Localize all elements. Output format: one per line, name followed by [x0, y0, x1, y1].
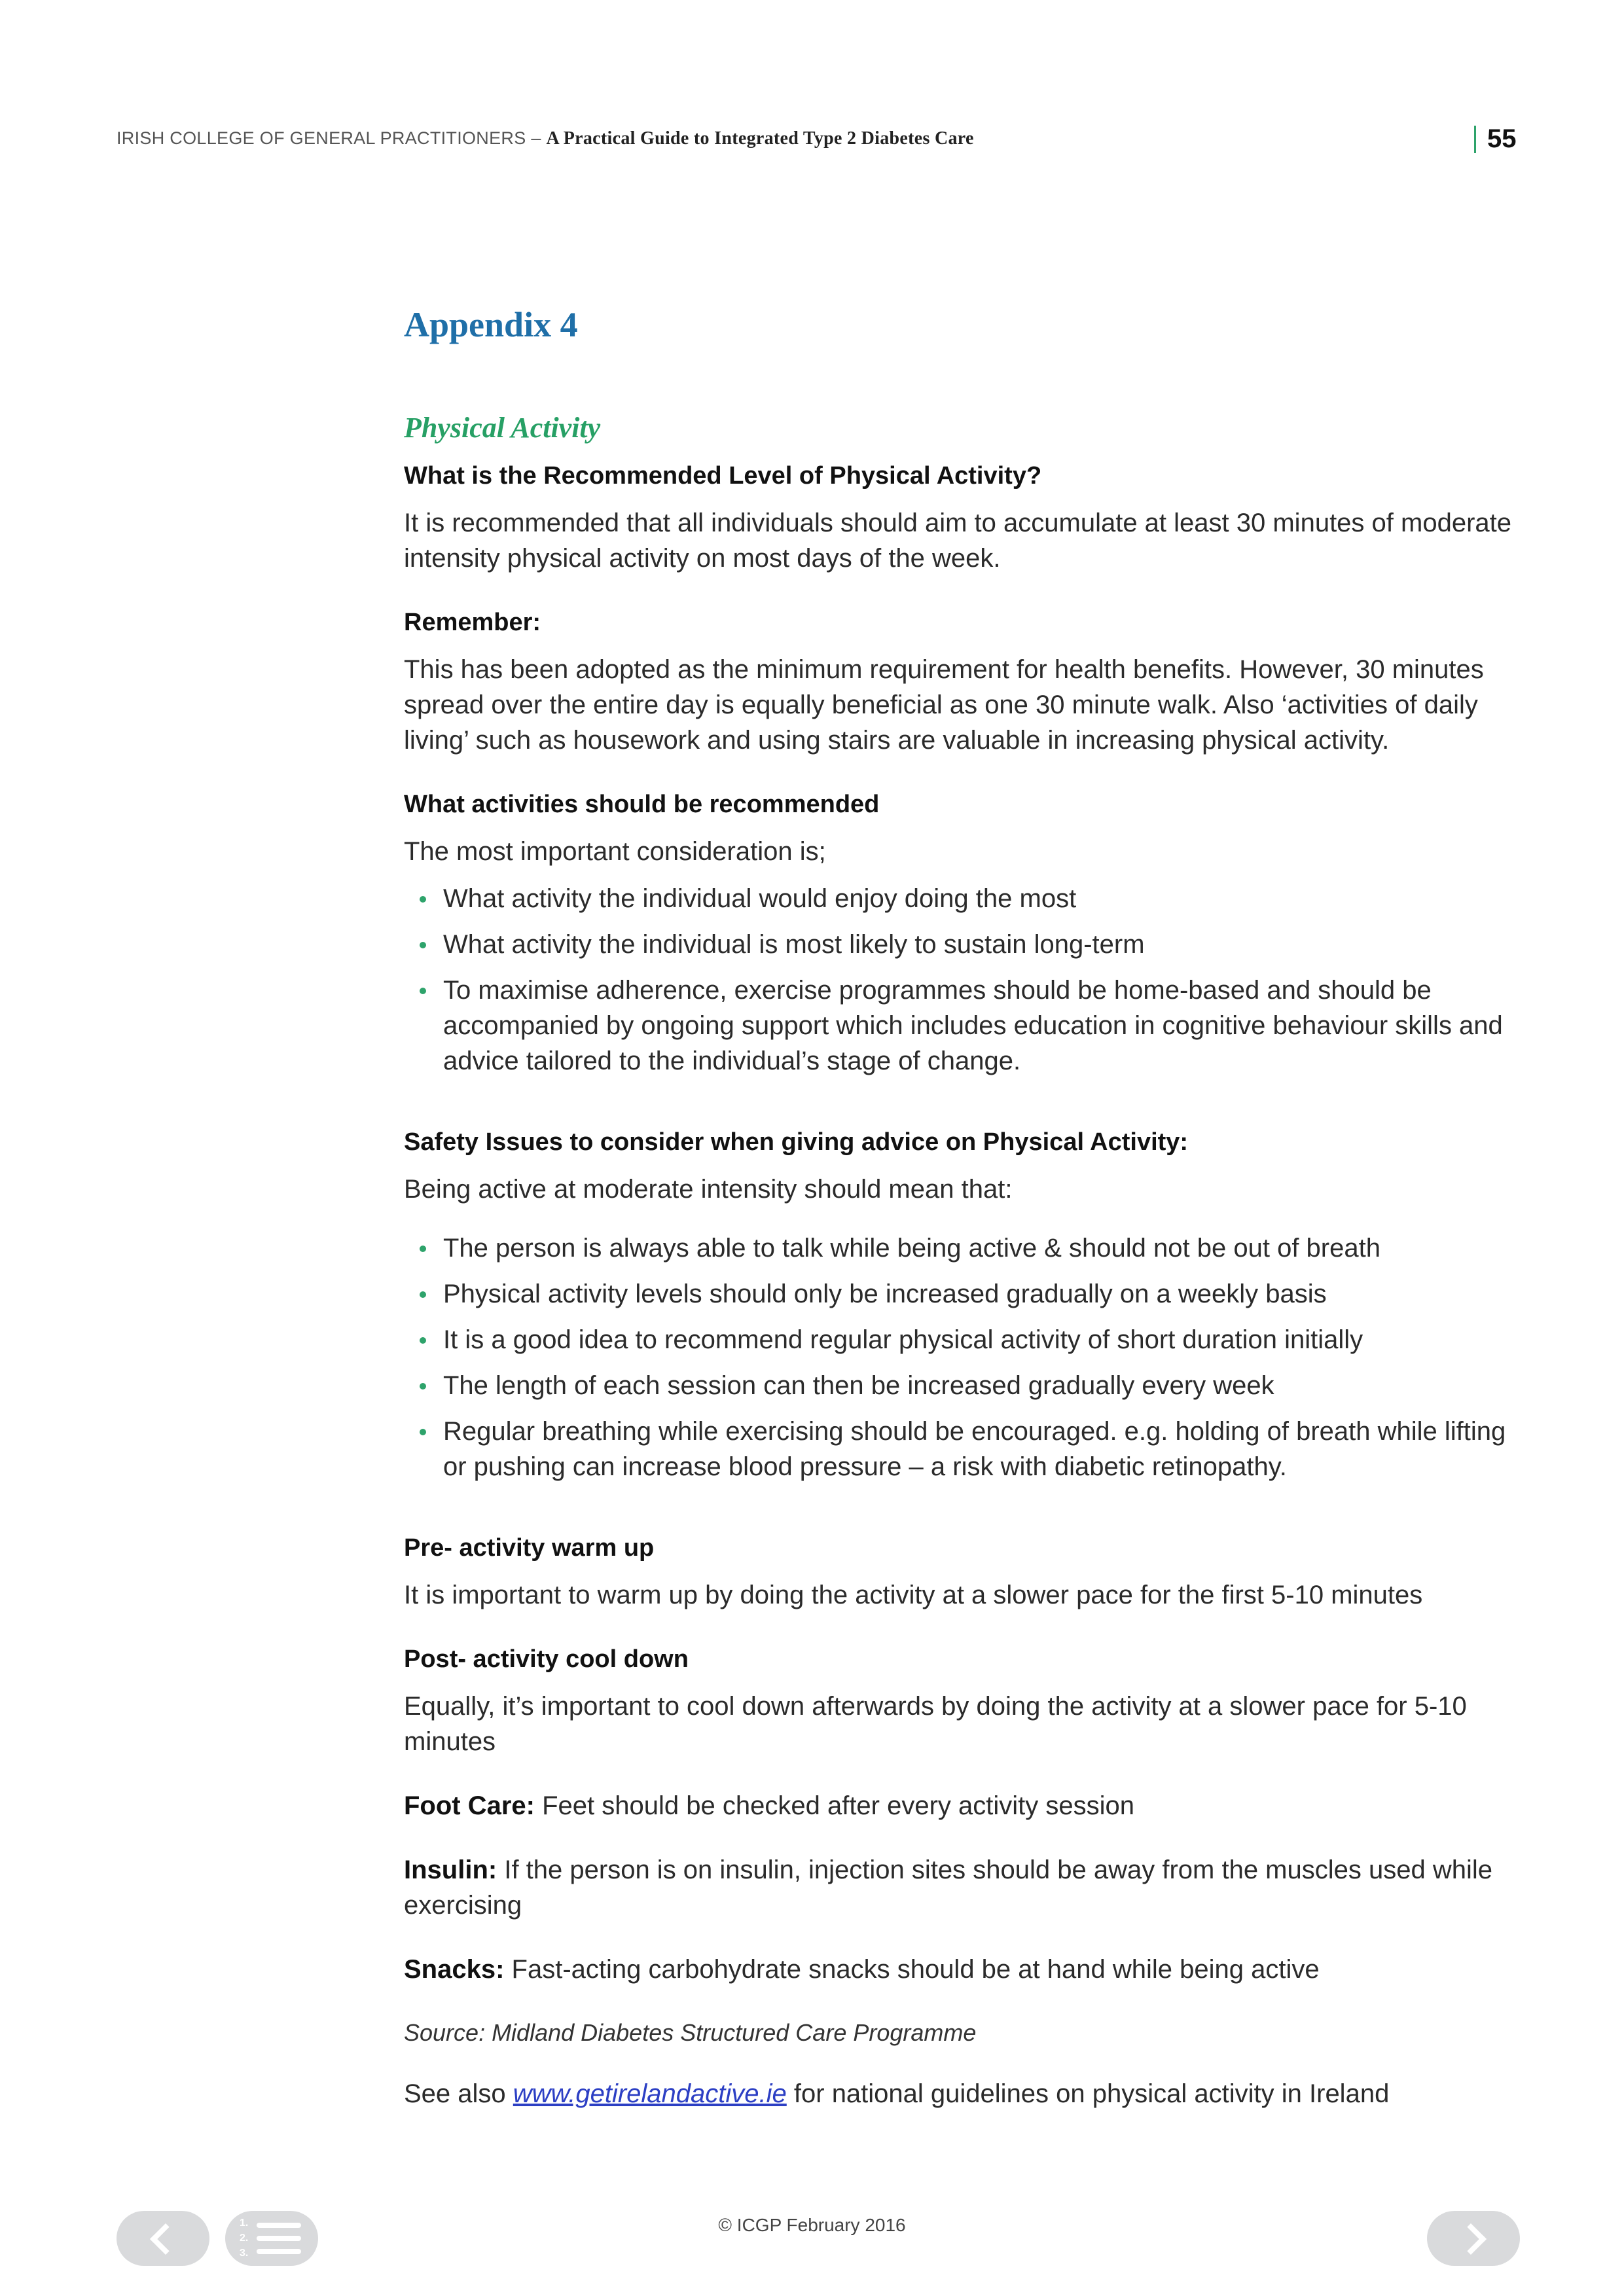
page-number: 55	[1487, 124, 1517, 153]
running-header	[117, 128, 974, 149]
recommended-level-text: It is recommended that all individuals should aim to accumulate at least 30 minutes of moderate intensity physical activity on most days of the week.	[404, 509, 1511, 573]
list-item-text: Physical activity levels should only be increased gradually on a weekly basis	[443, 1280, 1327, 1308]
insulin-paragraph	[404, 1852, 1517, 1923]
list-item-text: What activity the individual is most likely to sustain long-term	[443, 930, 1145, 959]
activities-heading: What activities should be recommended	[404, 791, 880, 818]
safety-intro: Being active at moderate intensity should mean that:	[404, 1175, 1013, 1204]
foot-care-paragraph	[404, 1788, 1517, 1823]
snacks-text: Fast-acting carbohydrate snacks should be at hand while being active	[504, 1955, 1320, 1984]
getirelandactive-link[interactable]: www.getirelandactive.ie	[513, 2079, 787, 2108]
list-item	[404, 927, 1517, 962]
activities-list	[404, 881, 1517, 1079]
header-org: IRISH COLLEGE OF GENERAL PRACTITIONERS	[117, 128, 526, 148]
toc-line	[257, 2236, 301, 2241]
see-also-paragraph	[404, 2076, 1517, 2111]
bullet-icon	[420, 1337, 426, 1344]
page-number-rule	[1474, 126, 1476, 153]
list-item	[404, 1322, 1517, 1357]
copyright-footer: © ICGP February 2016	[718, 2215, 906, 2235]
list-item-text: The person is always able to talk while being active & should not be out of breath	[443, 1234, 1380, 1263]
list-item	[404, 1230, 1517, 1266]
list-item	[404, 973, 1517, 1079]
insulin-label: Insulin:	[404, 1856, 497, 1884]
list-item-text: What activity the individual would enjoy doing the most	[443, 884, 1077, 913]
safety-list	[404, 1230, 1517, 1484]
bullet-icon	[420, 942, 426, 948]
header-separator: –	[526, 128, 547, 148]
bullet-icon	[420, 1291, 426, 1298]
see-also-prefix: See also	[404, 2079, 513, 2108]
main-content	[404, 300, 1517, 2140]
toc-number: 3.	[240, 2248, 249, 2259]
bullet-icon	[420, 1246, 426, 1252]
safety-heading: Safety Issues to consider when giving advice on Physical Activity:	[404, 1128, 1189, 1156]
list-item-text: Regular breathing while exercising should be encouraged. e.g. holding of breath while lifting or pushing can increase blood pressure – a risk with diabetic retinopathy.	[443, 1417, 1506, 1481]
warmup-text: It is important to warm up by doing the activity at a slower pace for the first 5-10 minutes	[404, 1581, 1423, 1609]
insulin-text: If the person is on insulin, injection sites should be away from the muscles used while exercising	[404, 1856, 1492, 1920]
list-item-text: It is a good idea to recommend regular physical activity of short duration initially	[443, 1325, 1363, 1354]
list-item	[404, 1414, 1517, 1484]
cooldown-text: Equally, it’s important to cool down afterwards by doing the activity at a slower pace for 5-10 minutes	[404, 1692, 1467, 1756]
toc-number: 2.	[240, 2233, 249, 2244]
bullet-icon	[420, 1429, 426, 1435]
appendix-title: Appendix 4	[404, 305, 578, 344]
remember-heading: Remember:	[404, 609, 541, 636]
section-title: Physical Activity	[404, 412, 601, 444]
warmup-heading: Pre- activity warm up	[404, 1534, 655, 1562]
snacks-paragraph	[404, 1952, 1517, 1987]
bullet-icon	[420, 1383, 426, 1390]
foot-care-label: Foot Care:	[404, 1791, 535, 1820]
toc-number: 1.	[240, 2217, 249, 2229]
remember-text: This has been adopted as the minimum requirement for health benefits. However, 30 minutes spread over the entire day is equally beneficial as one 30 minute walk. Also ‘activities of daily living’ such as housework and using stairs are valuable in increasing physical activity.	[404, 655, 1484, 755]
source-note: Source: Midland Diabetes Structured Care Programme	[404, 2019, 977, 2046]
list-item-text: To maximise adherence, exercise programmes should be home-based and should be accompanied by ongoing support which includes education in cognitive behaviour skills and advice tailored to the individual’s stage of change.	[443, 976, 1503, 1075]
list-item	[404, 1276, 1517, 1312]
bullet-icon	[420, 896, 426, 903]
snacks-label: Snacks:	[404, 1955, 505, 1984]
toc-line	[257, 2249, 301, 2254]
chevron-right-icon	[1455, 2223, 1487, 2255]
see-also-suffix: for national guidelines on physical activity in Ireland	[786, 2079, 1390, 2108]
list-item-text: The length of each session can then be increased gradually every week	[443, 1371, 1274, 1400]
activities-intro: The most important consideration is;	[404, 837, 826, 866]
bullet-icon	[420, 988, 426, 994]
foot-care-text: Feet should be checked after every activity session	[535, 1791, 1135, 1820]
list-item	[404, 881, 1517, 916]
cooldown-heading: Post- activity cool down	[404, 1645, 689, 1673]
header-guide-title: A Practical Guide to Integrated Type 2 Diabetes Care	[546, 128, 974, 149]
list-item	[404, 1368, 1517, 1403]
next-page-button[interactable]	[1427, 2211, 1520, 2266]
recommended-level-heading: What is the Recommended Level of Physical Activity?	[404, 462, 1042, 490]
